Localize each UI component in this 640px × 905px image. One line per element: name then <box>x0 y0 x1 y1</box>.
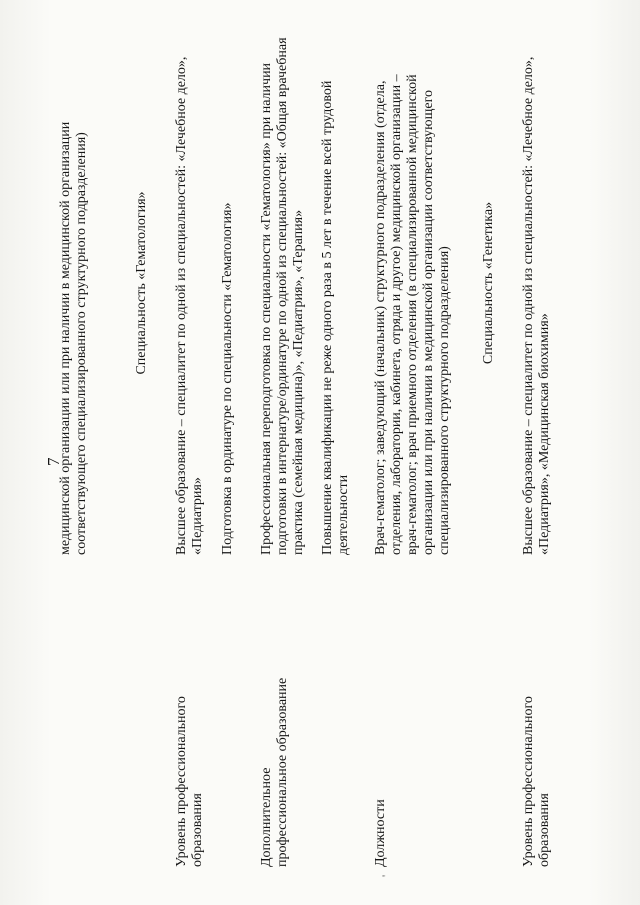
education-level-label-1 <box>174 647 206 867</box>
specialty-hematology-title: Специальность «Гематология» <box>134 191 149 375</box>
positions-line-1: Врач-гематолог; заведующий (начальник) структурного подразделения (отдела, <box>373 80 388 555</box>
education-label-line-2: образования <box>190 793 205 867</box>
education2-content-line-2: «Педиатрия», «Медицинская биохимия» <box>537 313 552 555</box>
qualification-line-2: деятельности <box>336 474 351 555</box>
education-content-line-2: «Педиатрия» <box>190 477 205 555</box>
specialty-hematology-row <box>134 30 154 867</box>
positions-line-2: отделения, лаборатории, кабинета, отряда и другое) медицинской организации – <box>389 74 404 555</box>
additional-content-line-1: Профессиональная переподготовка по специальности «Гематология» при наличии <box>259 62 274 555</box>
rotated-document-content <box>40 20 600 885</box>
education-level-label-2 <box>521 647 553 867</box>
education-content-line-1: Высшее образование – специалитет по одной из специальностей: «Лечебное дело», <box>174 56 189 555</box>
education-level-row-1 <box>174 30 235 867</box>
positions-label <box>373 647 389 867</box>
education-label-line-1: Уровень профессионального <box>174 696 189 867</box>
positions-content <box>373 11 453 555</box>
education2-label-line-1: Уровень профессионального <box>521 696 536 867</box>
positions-row <box>373 30 457 867</box>
positions-line-4: организации или при наличии в медицинской организации соответствующего <box>421 90 436 555</box>
education2-label-line-2: образования <box>537 793 552 867</box>
specialty-genetics-title: Специальность «Генетика» <box>481 201 496 365</box>
additional-education-label <box>259 647 291 867</box>
continued-text <box>58 11 90 555</box>
continued-text-row <box>58 30 98 867</box>
positions-line-3: врач-гематолог; врач приемного отделения (в специализированной медицинской <box>405 74 420 555</box>
positions-line-5: специализированного структурного подразделения) <box>437 246 452 555</box>
additional-label-line-1: Дополнительное <box>259 767 274 867</box>
additional-label-line-2: профессиональное образование <box>275 677 290 867</box>
additional-content-line-2: подготовки в интернатуре/ординатуре по одной из специальностей: «Общая врачебная <box>275 37 290 555</box>
specialty-genetics-row <box>481 30 501 867</box>
continued-line-2: соответствующего специализированного структурного подразделения) <box>74 132 89 555</box>
page-number: 7 <box>44 457 63 466</box>
continued-line-1: медицинской организации или при наличии в медицинской организации <box>58 121 73 555</box>
positions-label-text: Должности <box>373 799 388 867</box>
education-level-content-1 <box>174 11 236 555</box>
additional-education-content <box>259 11 352 555</box>
scan-margin-mark: ' <box>379 874 393 877</box>
additional-content-line-3: практика (семейная медицина)», «Педиатрия», «Терапия» <box>291 209 306 555</box>
education2-content-line-1: Высшее образование – специалитет по одной из специальностей: «Лечебное дело», <box>521 56 536 555</box>
residency-note: Подготовка в ординатуре по специальности «Гематология» <box>220 202 235 555</box>
qualification-line-1: Повышение квалификации не реже одного раза в 5 лет в течение всей трудовой <box>320 80 335 555</box>
education-level-content-2 <box>521 11 553 555</box>
additional-education-row <box>259 30 357 867</box>
education-level-row-2 <box>521 30 563 867</box>
